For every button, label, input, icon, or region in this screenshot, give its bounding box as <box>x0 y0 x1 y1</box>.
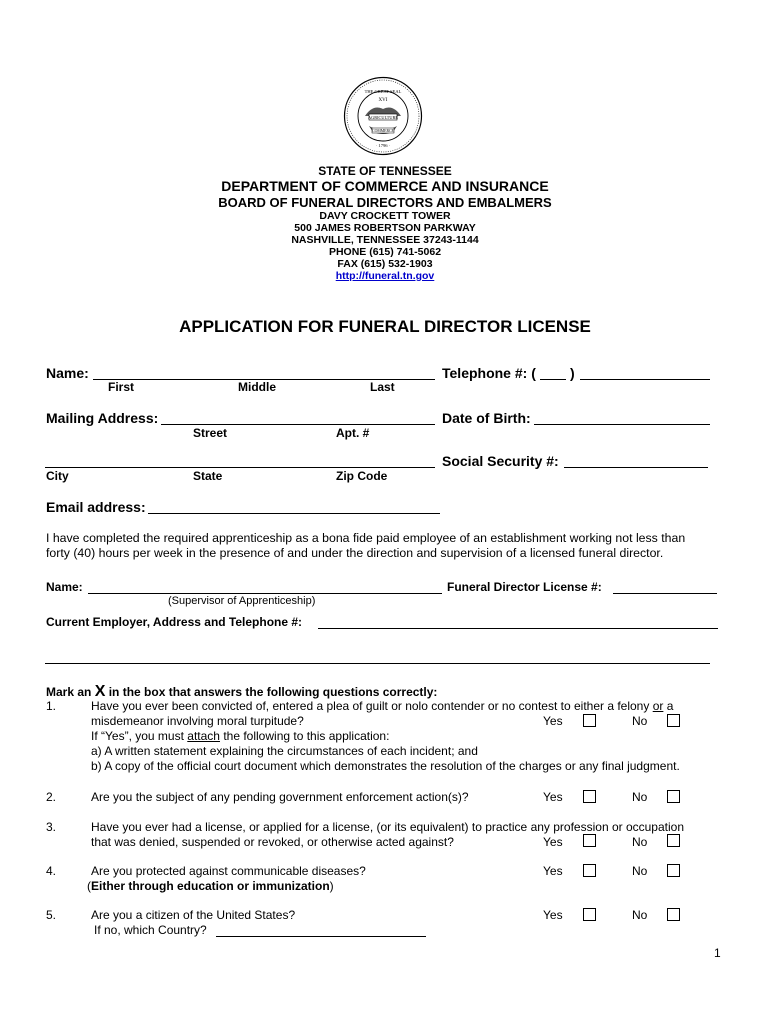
q5-yes-checkbox[interactable] <box>583 908 596 921</box>
state-seal <box>343 76 423 156</box>
q3-no-checkbox[interactable] <box>667 834 680 847</box>
q4-line2-open: ( <box>87 879 91 893</box>
q4-no-checkbox[interactable] <box>667 864 680 877</box>
zip-caption: Zip Code <box>336 469 388 483</box>
header-url-link[interactable]: http://funeral.tn.gov <box>335 270 435 282</box>
last-caption: Last <box>370 380 395 394</box>
svg-text:· 1796 ·: · 1796 · <box>375 143 391 148</box>
q4-line1: Are you protected against communicable diseases? <box>91 864 366 878</box>
q5-line1: Are you a citizen of the United States? <box>91 908 296 922</box>
state-caption: State <box>193 469 223 483</box>
q3-number: 3. <box>46 820 57 834</box>
q3-no-label: No <box>632 835 648 849</box>
svg-text:XVI: XVI <box>378 98 388 103</box>
svg-text:COMMERCE: COMMERCE <box>372 129 394 133</box>
supervisor-name-input[interactable] <box>88 593 442 594</box>
header-department: DEPARTMENT OF COMMERCE AND INSURANCE <box>221 178 549 194</box>
q2-no-label: No <box>632 790 648 804</box>
q4-number: 4. <box>46 864 57 878</box>
q5-line2: If no, which Country? <box>94 923 207 937</box>
q2-yes-checkbox[interactable] <box>583 790 596 803</box>
email-input[interactable] <box>148 513 440 514</box>
q4-line2-text: Either through education or immunization <box>91 879 330 893</box>
q3-line2: that was denied, suspended or revoked, or otherwise acted against? <box>91 835 454 849</box>
questions-intro-2: in the box that answers the following questions correctly: <box>108 685 438 699</box>
telephone-input[interactable] <box>580 379 710 380</box>
street-caption: Street <box>193 426 228 440</box>
q1-item-b: b) A copy of the official court document which demonstrates the resolution of the charges or any final judgment. <box>91 759 680 773</box>
q5-number: 5. <box>46 908 57 922</box>
q1-line3-a: If “Yes”, you must <box>91 729 184 743</box>
questions-intro-1: Mark an <box>46 685 92 699</box>
q4-line2-close: ) <box>329 879 334 893</box>
q3-yes-label: Yes <box>543 835 563 849</box>
employer-label: Current Employer, Address and Telephone #: <box>46 615 303 629</box>
header-street: 500 JAMES ROBERTSON PARKWAY <box>294 222 476 234</box>
telephone-close-paren: ) <box>570 365 575 381</box>
header-phone: PHONE (615) 741-5062 <box>328 246 442 258</box>
apprentice-statement-line2: forty (40) hours per week in the presence of and under the direction and supervision of a licensed funeral director. <box>46 546 664 560</box>
q1-number: 1. <box>46 699 57 713</box>
supervisor-caption: (Supervisor of Apprenticeship) <box>168 595 316 607</box>
page-number: 1 <box>714 946 721 960</box>
header-board: BOARD OF FUNERAL DIRECTORS AND EMBALMERS <box>218 195 552 210</box>
dob-input[interactable] <box>534 424 710 425</box>
q5-no-label: No <box>632 908 648 922</box>
q4-line2 <box>87 879 334 893</box>
mailing-input[interactable] <box>161 424 435 425</box>
q1-line2: misdemeanor involving moral turpitude? <box>91 714 304 728</box>
q4-yes-label: Yes <box>543 864 563 878</box>
svg-text:AGRICULTURE: AGRICULTURE <box>368 114 398 120</box>
employer-input-line2[interactable] <box>45 663 710 664</box>
telephone-area-input[interactable] <box>540 379 566 380</box>
q1-line3-b: the following to this application: <box>223 729 390 743</box>
supervisor-name-label: Name: <box>46 580 83 594</box>
employer-input-line1[interactable] <box>318 628 718 629</box>
q1-no-label: No <box>632 714 648 728</box>
first-caption: First <box>108 380 135 394</box>
svg-text:THE GREAT SEAL: THE GREAT SEAL <box>364 89 402 94</box>
q5-no-checkbox[interactable] <box>667 908 680 921</box>
q2-no-checkbox[interactable] <box>667 790 680 803</box>
ssn-label: Social Security #: <box>442 453 559 469</box>
q1-item-a: a) A written statement explaining the circumstances of each incident; and <box>91 744 478 758</box>
questions-intro-x: X <box>94 683 106 700</box>
apt-caption: Apt. # <box>336 426 370 440</box>
mailing-label: Mailing Address: <box>46 410 159 426</box>
header-url-wrap <box>0 270 770 282</box>
telephone-label: Telephone #: ( <box>442 365 536 381</box>
name-label: Name: <box>46 365 89 381</box>
header-fax: FAX (615) 532-1903 <box>337 258 433 270</box>
q1-yes-label: Yes <box>543 714 563 728</box>
q1-line1-b: a <box>666 699 674 713</box>
country-input[interactable] <box>216 936 426 937</box>
q3-line1: Have you ever had a license, or applied for a license, (or its equivalent) to practice any profession or occupation <box>91 820 684 834</box>
apprentice-statement-line1: I have completed the required apprenticeship as a bona fide paid employee of an establishment working not less than <box>46 531 686 545</box>
q1-yes-checkbox[interactable] <box>583 714 596 727</box>
email-label: Email address: <box>46 499 146 515</box>
q1-line3 <box>91 729 389 743</box>
q5-yes-label: Yes <box>543 908 563 922</box>
page-title: APPLICATION FOR FUNERAL DIRECTOR LICENSE <box>179 317 591 336</box>
q4-no-label: No <box>632 864 648 878</box>
q1-line1 <box>91 699 673 713</box>
middle-caption: Middle <box>238 380 276 394</box>
supervisor-license-input[interactable] <box>613 593 717 594</box>
q1-no-checkbox[interactable] <box>667 714 680 727</box>
q2-yes-label: Yes <box>543 790 563 804</box>
supervisor-license-label: Funeral Director License #: <box>447 580 602 594</box>
q4-yes-checkbox[interactable] <box>583 864 596 877</box>
q3-yes-checkbox[interactable] <box>583 834 596 847</box>
q2-text: Are you the subject of any pending government enforcement action(s)? <box>91 790 469 804</box>
dob-label: Date of Birth: <box>442 410 531 426</box>
header-city: NASHVILLE, TENNESSEE 37243-1144 <box>291 234 479 246</box>
q1-line1-or: or <box>652 699 664 713</box>
city-state-zip-input[interactable] <box>45 467 435 468</box>
q2-number: 2. <box>46 790 57 804</box>
header-building: DAVY CROCKETT TOWER <box>319 210 451 222</box>
q1-line1-a: Have you ever been convicted of, entered a plea of guilt or nolo contender or no contest to either a felony <box>91 699 650 713</box>
city-caption: City <box>46 469 69 483</box>
q1-line3-attach: attach <box>187 729 220 743</box>
header-state: STATE OF TENNESSEE <box>318 164 452 178</box>
ssn-input[interactable] <box>564 467 708 468</box>
